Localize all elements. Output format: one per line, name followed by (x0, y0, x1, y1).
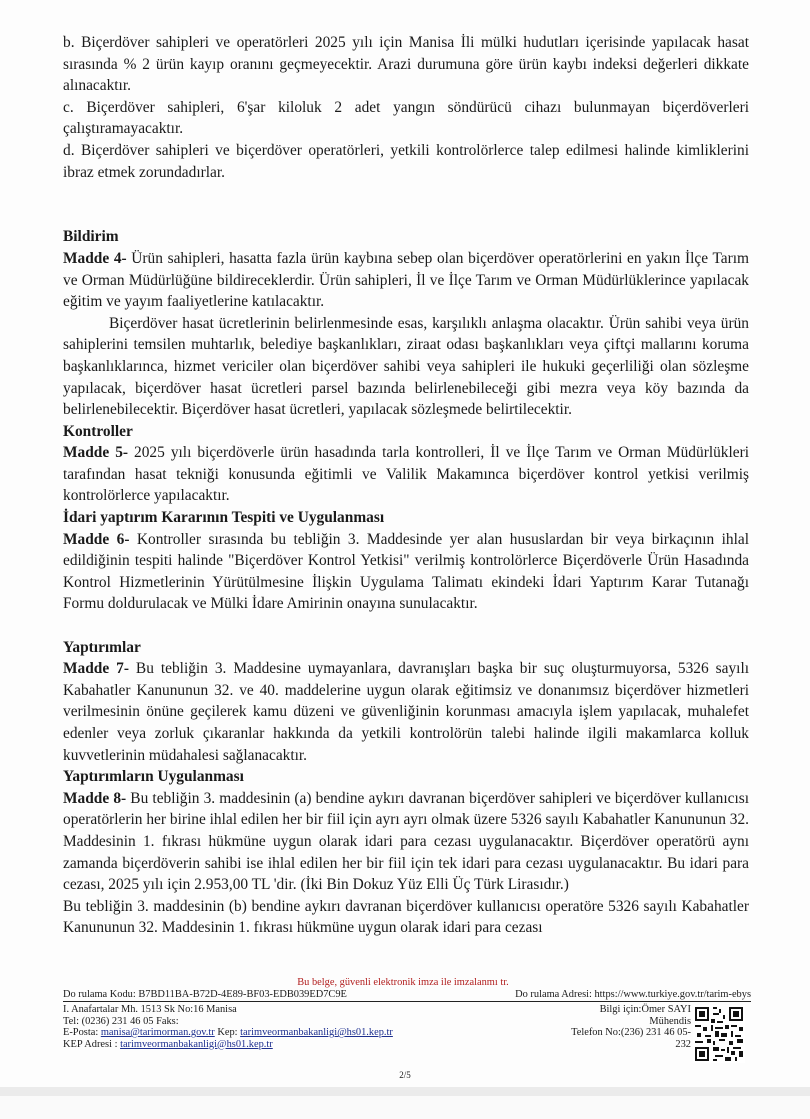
verification-address: Do rulama Adresi: https://www.turkiye.gov.tr/tarim-ebys (515, 988, 751, 1000)
contact-title: Mühendis (649, 1015, 691, 1027)
heading-yaptirimlarin-uygulanmasi: Yaptırımların Uygulanması (63, 768, 244, 786)
article-4-text: Ürün sahipleri, hasatta fazla ürün kaybına sebep olan biçerdöver operatörlerini en yakın İlçe Tarım ve Orman Müdürlüğüne bildireceklerdir. Ürün sahipleri, İl ve İlçe Tarım ve Orman Müdürlüklerince yapılacak eğitim ve yayım faaliyetlerine katılacaktır. (63, 249, 749, 311)
footer-contact (63, 1004, 751, 1050)
article-4-paragraph-2: Biçerdöver hasat ücretlerinin belirlenmesinde esas, karşılıklı anlaşma olacaktır. Ürün sahibi veya ürün sahiplerini temsilen muhtarlık, belediye başkanlıkları, ziraat odası başkanlıkları veya çiftçi mallarını koruma başkanlıklarınca, hizmet vericiler olan biçerdöver sahibi veya sahipleri ile hukuki geçerliliği olan sözleşme yapılacak, biçerdöver hasat ücretleri parsel bazında belirlenebileceği gibi mezra veya köy bazında da belirlenebilecektir. Biçerdöver hasat ücretleri, yapılacak sözleşmede belirtilecektir. (63, 314, 749, 419)
article-5 (63, 442, 749, 507)
qr-code-icon (693, 1005, 745, 1063)
article-4 (63, 248, 749, 313)
article-8-continuation: Bu tebliğin 3. maddesinin (b) bendine aykırı davranan biçerdöver kullanıcısı operatöre 5326 sayılı Kabahatler Kanununun 32. Maddesinin 1. fıkrası hükmüne uygun olarak idari para cezası (63, 897, 749, 937)
footer-divider (63, 1001, 751, 1002)
document-footer (63, 977, 751, 1050)
verification-row (63, 989, 751, 1001)
article-6-label: Madde 6- (63, 530, 130, 548)
article-6 (63, 529, 749, 615)
kep-address-link[interactable]: tarimveormanbakanligi@hs01.kep.tr (120, 1038, 273, 1050)
article-7 (63, 658, 749, 766)
kep-label: Kep: (214, 1027, 241, 1038)
clause-d: d. Biçerdöver sahipleri ve biçerdöver operatörleri, yetkili kontrolörlerce talep edilmesi halinde kimliklerini ibraz etmek zorundadırlar. (63, 141, 749, 181)
document-body (63, 32, 749, 939)
article-8-label: Madde 8- (63, 789, 127, 807)
office-email-line (63, 1027, 463, 1039)
kep-address-line (63, 1039, 463, 1051)
contact-phone: Telefon No:(236) 231 46 05- (571, 1027, 691, 1038)
email-label: E-Posta: (63, 1027, 101, 1038)
article-7-label: Madde 7- (63, 660, 129, 678)
clause-b: b. Biçerdöver sahipleri ve operatörleri 2025 yılı için Manisa İli mülki hudutları içerisinde yapılacak hasat sırasında % 2 ürün kayıp oranını geçmeyecektir. Arazi durumuna göre ürün kaybı indeksi değerleri dikkate alınacaktır. (63, 34, 749, 95)
kep-link[interactable]: tarimveormanbakanligi@hs01.kep.tr (240, 1027, 393, 1038)
article-7-text: Bu tebliğin 3. Maddesine uymayanlara, davranışları başka bir suç oluşturmuyorsa, 5326 sayılı Kabahatler Kanununun 32. ve 40. maddelerine uygun olarak eğitimsiz ve donanımsız biçerdöver hizmetleri verilmesinin önüne geçilerek kamu düzeni ve güvenliğinin korunması amacıyla işlem yapılacak, muhalefet edenler veya zorluk çıkaranlar hakkında da yetkili kontrolörün talebi halinde ilgili makamlarca kolluk kuvvetlerinin müdahalesi sağlanacaktır. (63, 660, 749, 764)
contact-person: Bilgi için:Ömer SAYI (599, 1004, 691, 1015)
clause-c: c. Biçerdöver sahipleri, 6'şar kiloluk 2 adet yangın söndürücü cihazı bulunmayan biçerdöverleri çalıştıramayacaktır. (63, 98, 749, 138)
next-page-edge (0, 1096, 810, 1119)
contact-phone-ext: 232 (675, 1038, 691, 1050)
heading-idari-yaptirim: İdari yaptırım Kararının Tespiti ve Uygulanması (63, 509, 385, 527)
kep-address-label: KEP Adresi : (63, 1038, 121, 1050)
email-link[interactable]: manisa@tarimorman.gov.tr (100, 1027, 215, 1038)
heading-yaptirimlar: Yaptırımlar (63, 638, 141, 656)
e-signature-notice: Bu belge, güvenli elektronik imza ile imzalanmı tr. (297, 977, 509, 988)
page-number: 2/5 (399, 1070, 411, 1080)
office-address: I. Anafartalar Mh. 1513 Sk No:16 Manisa (63, 1004, 237, 1015)
office-tel-fax: Tel: (0236) 231 46 05 Faks: (63, 1015, 179, 1027)
article-5-text: 2025 yılı biçerdöverle ürün hasadında tarla kontrolleri, İl ve İlçe Tarım ve Orman Müdürlükleri tarafından hasat tekniği konusunda eğitimli ve Valilik Makamınca biçerdöver kontrol yetkisi verilmiş kontrolörlerce yapılacaktır. (63, 444, 749, 505)
footer-contact-left (63, 1004, 463, 1050)
article-8 (63, 788, 749, 896)
article-8-text: Bu tebliğin 3. maddesinin (a) bendine aykırı davranan biçerdöver sahipleri ve biçerdöver kullanıcısı operatörlerin her birine ihlal edilen her bir fiil için ayrı ayrı olmak üzere 5326 sayılı Kabahatler Kanununun 32. Maddesinin 1. fıkrası hükmüne uygun olarak idari para cezası uygulanacaktır. Biçerdöver operatörü aynı zamanda biçerdöverin sahibi ise ihlal edilen her bir fiil için tek idari para cezası uygulanacaktır. Bu idari para cezası, 2025 yılı için 2.953,00 TL 'dir. (İki Bin Dokuz Yüz Elli Üç Türk Lirasıdır.) (63, 789, 750, 894)
heading-kontroller: Kontroller (63, 422, 133, 440)
heading-bildirim: Bildirim (63, 228, 119, 246)
article-6-text: Kontroller sırasında bu tebliğin 3. Maddesinde yer alan hususlardan bir veya birkaçının ihlal edildiğinin tespiti halinde "Biçerdöver Kontrol Yetkisi" verilmiş kontrolörlerce Biçerdöverle Ürün Hasadında Kontrol Hizmetlerinin Yürütülmesine İlişkin Uygulama Talimatı ekindeki İdari Yaptırım Karar Tutanağı Formu doldurulacak ve Mülki İdare Amirinin onayına sunulacaktır. (63, 530, 749, 613)
verification-code: Do rulama Kodu: B7BD11BA-B72D-4E89-BF03-EDB039ED7C9E (63, 988, 347, 1000)
footer-contact-right (463, 1004, 691, 1050)
article-4-label: Madde 4- (63, 249, 127, 267)
article-5-label: Madde 5- (63, 444, 129, 462)
